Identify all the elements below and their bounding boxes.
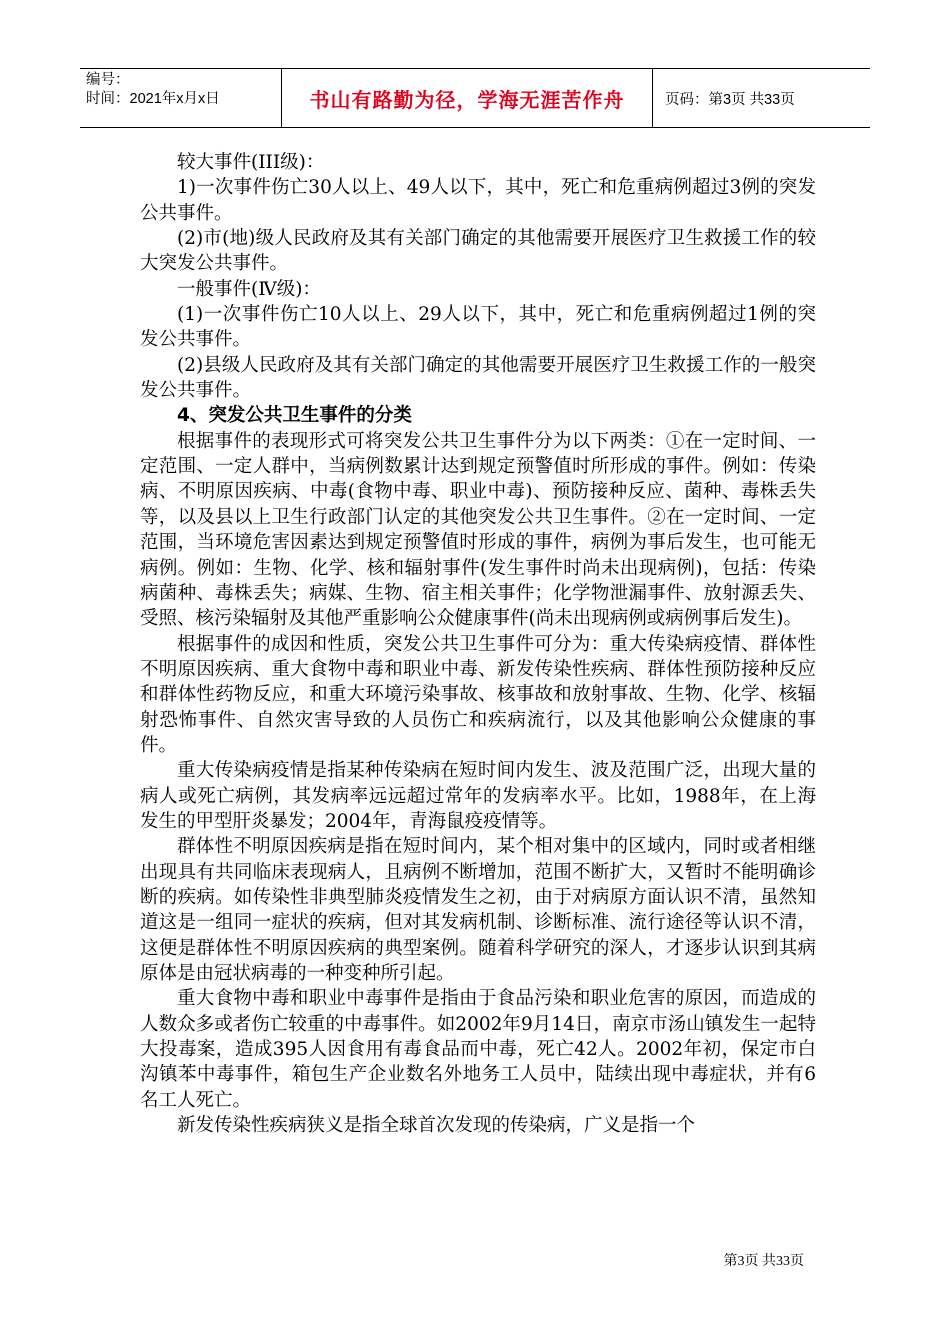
paragraph: 根据事件的成因和性质，突发公共卫生事件可分为：重大传染病疫情、群体性不明原因疾病、重大食物中毒和职业中毒、新发传染性疾病、群体性预防接种反应和群体性药物反应，和重大环境污染事故、核事故和放射事故、生物、化学、核辐射恐怖事件、自然灾害导致的人员伤亡和疾病流行，以及其他影响公众健康的事件。 bbox=[140, 633, 816, 756]
paragraph: 重大传染病疫情是指某种传染病在短时间内发生、波及范围广泛，出现大量的病人或死亡病例，其发病率远远超过常年的发病率水平。比如，1988年，在上海发生的甲型肝炎暴发；2004年，青海鼠疫疫情等。 bbox=[140, 760, 816, 832]
paragraph: 根据事件的表现形式可将突发公共卫生事件分为以下两类：①在一定时间、一定范围、一定人群中，当病例数累计达到规定预警值时所形成的事件。例如：传染病、不明原因疾病、中毒(食物中毒、职业中毒)、预防接种反应、菌种、毒株丢失等，以及县以上卫生行政部门认定的其他突发公共卫生事件。②在一定时间、一定范围，当环境危害因素达到规定预警值时形成的事件，病例为事后发生，也可能无病例。例如：生物、化学、核和辐射事件(发生事件时尚未出现病例)，包括：传染病菌种、毒株丢失；病媒、生物、宿主相关事件；化学物泄漏事件、放射源丢失、受照、核污染辐射及其他严重影响公众健康事件(尚未出现病例或病例事后发生)。 bbox=[140, 430, 816, 630]
paragraph: 较大事件(III级)： bbox=[177, 152, 325, 173]
header-meta-cell bbox=[80, 69, 282, 127]
paragraph: 重大食物中毒和职业中毒事件是指由于食品污染和职业危害的原因，而造成的人数众多或者伤亡较重的中毒事件。如2002年9月14日，南京市汤山镇发生一起特大投毒案，造成395人因食用有毒食品而中毒，死亡42人。2002年初，保定市白沟镇苯中毒事件，箱包生产企业数名外地务工人员中，陆续出现中毒症状，并有6名工人死亡。 bbox=[140, 988, 816, 1111]
section-heading: 4、突发公共卫生事件的分类 bbox=[177, 405, 412, 427]
paragraph: 新发传染性疾病狭义是指全球首次发现的传染病，广义是指一个 bbox=[177, 1115, 696, 1137]
paragraph: 一般事件(Ⅳ级)： bbox=[177, 278, 321, 300]
document-body bbox=[140, 150, 816, 1138]
header-motto: 书山有路勤为径，学海无涯苦作舟 bbox=[282, 69, 653, 127]
paragraph: (2)市(地)级人民政府及其有关部门确定的其他需要开展医疗卫生救援工作的较大突发公共事件。 bbox=[140, 228, 816, 275]
paragraph: (2)县级人民政府及其有关部门确定的其他需要开展医疗卫生救援工作的一般突发公共事件。 bbox=[140, 354, 816, 402]
page-footer: 第3页 共33页 bbox=[723, 1254, 804, 1269]
header-page-label: 页码：第3页 共33页 bbox=[665, 91, 795, 108]
document-date-label: 时间：2021年x月x日 bbox=[86, 91, 220, 107]
paragraph: 群体性不明原因疾病是指在短时间内，某个相对集中的区域内，同时或者相继出现具有共同临床表现病人，且病例不断增加，范围不断扩大，又暂时不能明确诊断的疾病。如传染性非典型肺炎疫情发生之初，由于对病原方面认识不清，虽然知道这是一组同一症状的疾病，但对其发病机制、诊断标准、流行途径等认识不清，这便是群体性不明原因疾病的典型案例。随着科学研究的深人，才逐步认识到其病原体是由冠状病毒的一种变种所引起。 bbox=[140, 836, 816, 984]
paragraph: (1)一次事件伤亡10人以上、29人以下，其中，死亡和危重病例超过1例的突发公共事件。 bbox=[140, 304, 816, 351]
document-number-label: 编号： bbox=[86, 72, 130, 88]
paragraph: 1)一次事件伤亡30人以上、49人以下，其中，死亡和危重病例超过3例的突发公共事件。 bbox=[140, 177, 816, 224]
document-header bbox=[80, 68, 870, 128]
